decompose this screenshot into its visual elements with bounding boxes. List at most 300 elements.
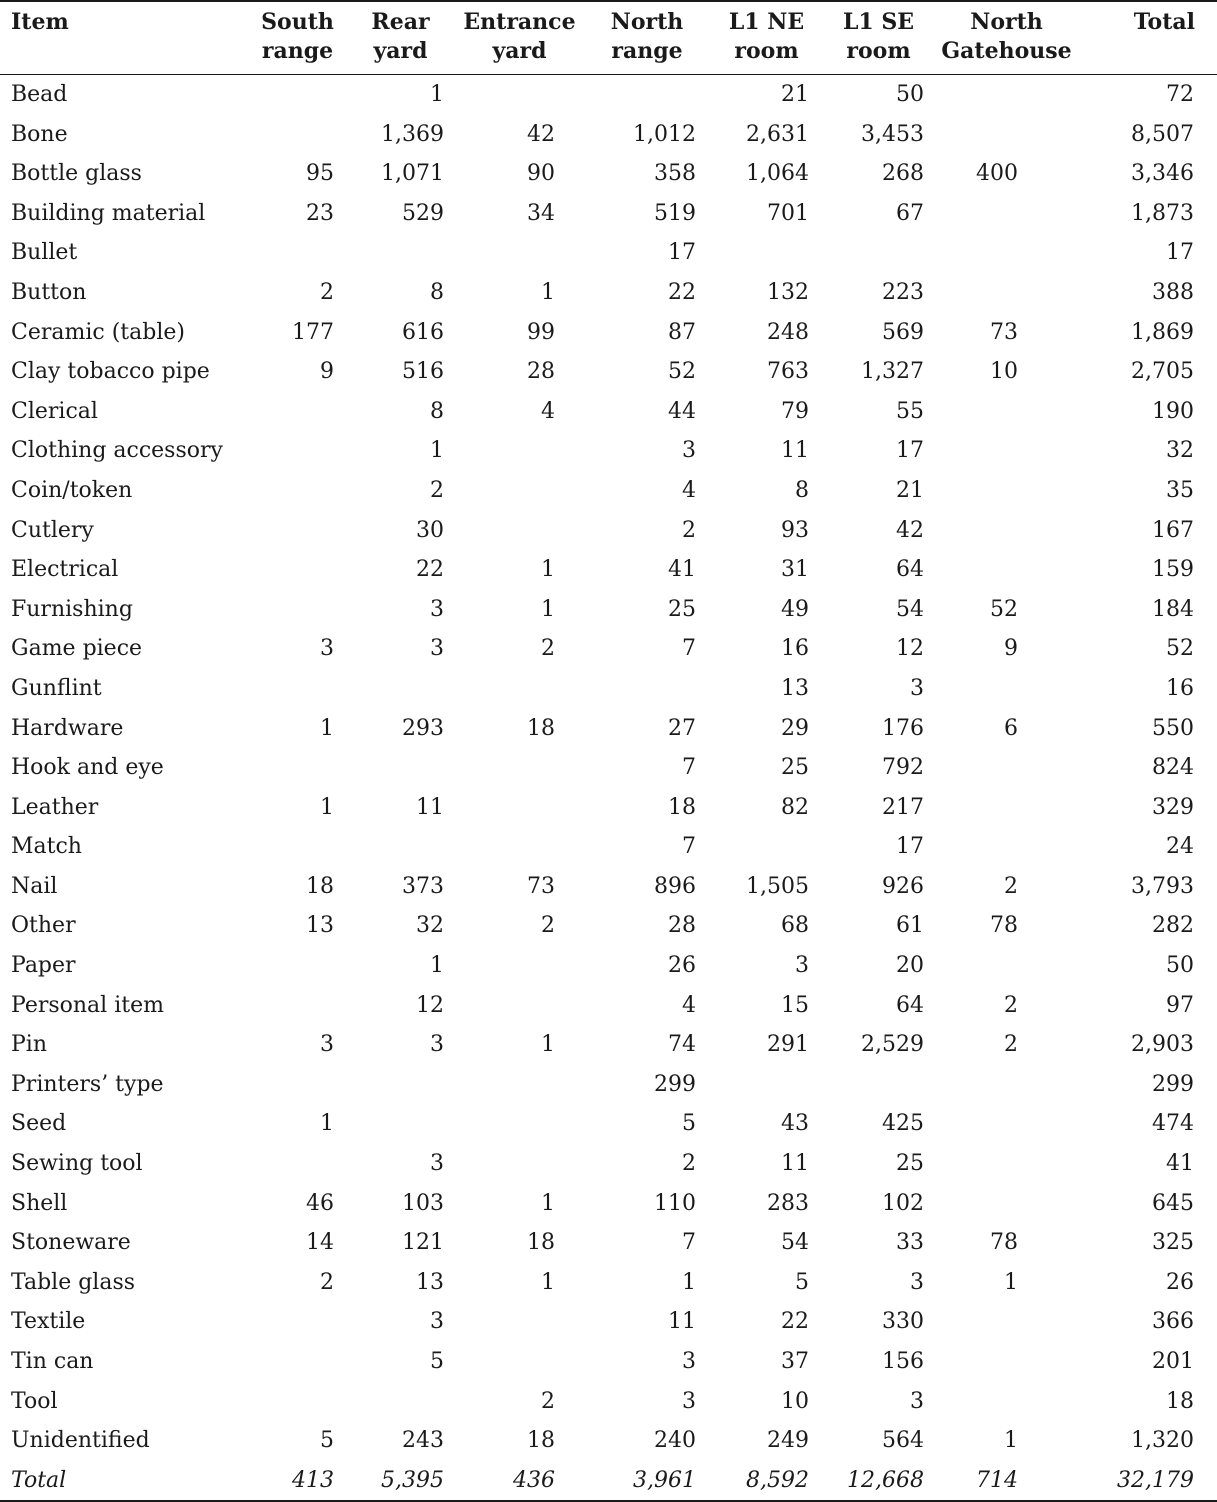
- north-range-cell: 17: [668, 240, 696, 266]
- total-cell: 388: [1152, 279, 1194, 305]
- total-cell: 645: [1152, 1190, 1194, 1216]
- total-cell: 329: [1152, 794, 1194, 820]
- item-name-cell: Electrical: [11, 557, 119, 583]
- l1-se-room-cell: 330: [882, 1309, 924, 1335]
- total-cell: 52: [1166, 636, 1194, 662]
- total-cell: 282: [1152, 913, 1194, 939]
- south-range-cell: [250, 1382, 345, 1422]
- l1-ne-room-cell: 1,505: [746, 873, 809, 899]
- south-range-cell: [250, 392, 345, 432]
- l1-ne-room-cell: 49: [781, 596, 809, 622]
- entrance-yard-cell: [456, 75, 583, 115]
- l1-ne-room-cell: 22: [781, 1309, 809, 1335]
- l1-se-room-cell: [822, 233, 935, 273]
- table-row: [0, 1421, 1217, 1461]
- table-row: [0, 1104, 1217, 1144]
- rear-yard-cell: 32: [416, 913, 444, 939]
- rear-yard-cell: [345, 748, 456, 788]
- entrance-yard-cell: 1: [541, 1269, 555, 1295]
- north-range-cell: [583, 75, 711, 115]
- south-range-cell: 3: [320, 636, 334, 662]
- south-range-cell: [250, 1342, 345, 1382]
- total-cell: 325: [1152, 1230, 1194, 1256]
- item-name-cell: Hook and eye: [11, 755, 164, 781]
- south-range-cell: 5: [320, 1428, 334, 1454]
- north-gatehouse-cell: [935, 1104, 1078, 1144]
- north-range-cell: 25: [668, 596, 696, 622]
- rear-yard-cell: 13: [416, 1269, 444, 1295]
- rear-yard-cell: [345, 827, 456, 867]
- item-name-cell: Button: [11, 279, 87, 305]
- l1-se-room-cell: 3: [910, 1269, 924, 1295]
- l1-se-room-cell: 792: [882, 755, 924, 781]
- north-range-cell: 2: [682, 1151, 696, 1177]
- rear-yard-cell: 1: [430, 438, 444, 464]
- total-cell: 8,507: [1131, 121, 1194, 147]
- north-gatehouse-cell: [935, 233, 1078, 273]
- rear-yard-cell: 3: [430, 1151, 444, 1177]
- total-cell: 167: [1152, 517, 1194, 543]
- item-name-cell: Other: [11, 913, 76, 939]
- l1-se-room-cell: 425: [882, 1111, 924, 1137]
- north-range-cell: [583, 669, 711, 709]
- item-name-cell: Building material: [11, 200, 206, 226]
- l1-ne-room-cell: 283: [767, 1190, 809, 1216]
- l1-se-room-cell: 2,529: [861, 1032, 924, 1058]
- rear-yard-cell: 616: [402, 319, 444, 345]
- l1-se-room-cell: 61: [896, 913, 924, 939]
- north-range-cell: 7: [682, 834, 696, 860]
- total-row: [0, 1461, 1217, 1502]
- total-north-range-cell: 3,961: [633, 1467, 696, 1493]
- north-gatehouse-cell: [935, 1382, 1078, 1422]
- entrance-yard-cell: [456, 946, 583, 986]
- north-range-cell: 4: [682, 477, 696, 503]
- l1-ne-room-cell: 763: [767, 359, 809, 385]
- l1-se-room-cell: 569: [882, 319, 924, 345]
- rear-yard-cell: 11: [416, 794, 444, 820]
- item-name-cell: Gunflint: [11, 675, 102, 701]
- south-range-cell: [250, 75, 345, 115]
- south-range-cell: [250, 550, 345, 590]
- total-entrance-yard-cell: 436: [513, 1467, 555, 1493]
- north-range-cell: 7: [682, 636, 696, 662]
- rear-yard-cell: 1,369: [381, 121, 444, 147]
- north-range-cell: 18: [668, 794, 696, 820]
- north-gatehouse-cell: [935, 827, 1078, 867]
- column-header-l1-ne-room: L1 NE room: [728, 9, 805, 64]
- table-row: [0, 669, 1217, 709]
- column-header-l1-se-room: L1 SE room: [842, 9, 915, 64]
- north-gatehouse-cell: [935, 946, 1078, 986]
- l1-se-room-cell: 33: [896, 1230, 924, 1256]
- l1-ne-room-cell: [711, 1065, 822, 1105]
- south-range-cell: 3: [320, 1032, 334, 1058]
- l1-se-room-cell: 217: [882, 794, 924, 820]
- total-l1-ne-room-cell: 8,592: [746, 1467, 809, 1493]
- north-range-cell: 110: [654, 1190, 696, 1216]
- entrance-yard-cell: [456, 1104, 583, 1144]
- l1-se-room-cell: 21: [896, 477, 924, 503]
- total-cell: 50: [1166, 953, 1194, 979]
- item-name-cell: Table glass: [11, 1269, 136, 1295]
- item-name-cell: Printers’ type: [11, 1071, 164, 1097]
- table-row: [0, 471, 1217, 511]
- rear-yard-cell: 1: [430, 953, 444, 979]
- column-header-item: Item: [11, 9, 69, 35]
- rear-yard-cell: 529: [402, 200, 444, 226]
- north-gatehouse-cell: [935, 1065, 1078, 1105]
- north-gatehouse-cell: [935, 1144, 1078, 1184]
- table-row: [0, 748, 1217, 788]
- item-name-cell: Unidentified: [11, 1428, 150, 1454]
- l1-se-room-cell: 3: [910, 675, 924, 701]
- north-gatehouse-cell: 1: [1004, 1428, 1018, 1454]
- south-range-cell: [250, 233, 345, 273]
- rear-yard-cell: [345, 1104, 456, 1144]
- entrance-yard-cell: 90: [527, 161, 555, 187]
- total-cell: 16: [1166, 675, 1194, 701]
- south-range-cell: 14: [306, 1230, 334, 1256]
- table-row: [0, 1025, 1217, 1065]
- column-header-rear-yard: Rear yard: [371, 9, 430, 64]
- item-name-cell: Game piece: [11, 636, 143, 662]
- l1-se-room-cell: 926: [882, 873, 924, 899]
- north-range-cell: 5: [682, 1111, 696, 1137]
- l1-se-room-cell: 1,327: [861, 359, 924, 385]
- north-gatehouse-cell: 9: [1004, 636, 1018, 662]
- south-range-cell: [250, 827, 345, 867]
- north-gatehouse-cell: [935, 550, 1078, 590]
- entrance-yard-cell: 99: [527, 319, 555, 345]
- l1-se-room-cell: 223: [882, 279, 924, 305]
- l1-ne-room-cell: 5: [795, 1269, 809, 1295]
- l1-se-room-cell: 54: [896, 596, 924, 622]
- item-name-cell: Personal item: [11, 992, 164, 1018]
- rear-yard-cell: 22: [416, 557, 444, 583]
- south-range-cell: [250, 115, 345, 155]
- l1-ne-room-cell: 82: [781, 794, 809, 820]
- entrance-yard-cell: [456, 1302, 583, 1342]
- total-cell: 159: [1152, 557, 1194, 583]
- item-name-cell: Stoneware: [11, 1230, 131, 1256]
- l1-ne-room-cell: 3: [795, 953, 809, 979]
- rear-yard-cell: 3: [430, 1309, 444, 1335]
- north-gatehouse-cell: [935, 748, 1078, 788]
- item-name-cell: Ceramic (table): [11, 319, 185, 345]
- l1-ne-room-cell: 10: [781, 1388, 809, 1414]
- table-row: [0, 1065, 1217, 1105]
- north-range-cell: 22: [668, 279, 696, 305]
- entrance-yard-cell: [456, 511, 583, 551]
- north-gatehouse-cell: 78: [990, 913, 1018, 939]
- south-range-cell: 23: [306, 200, 334, 226]
- table-body: [0, 75, 1217, 1502]
- south-range-cell: 177: [292, 319, 334, 345]
- north-gatehouse-cell: [935, 511, 1078, 551]
- l1-ne-room-cell: 701: [767, 200, 809, 226]
- total-cell: 2,705: [1131, 359, 1194, 385]
- item-name-cell: Match: [11, 834, 82, 860]
- total-cell: 17: [1166, 240, 1194, 266]
- south-range-cell: [250, 431, 345, 471]
- l1-ne-room-cell: 8: [795, 477, 809, 503]
- total-cell: 550: [1152, 715, 1194, 741]
- north-range-cell: 2: [682, 517, 696, 543]
- south-range-cell: [250, 471, 345, 511]
- total-cell: 3,346: [1131, 161, 1194, 187]
- north-range-cell: 4: [682, 992, 696, 1018]
- l1-ne-room-cell: 79: [781, 398, 809, 424]
- rear-yard-cell: 243: [402, 1428, 444, 1454]
- north-gatehouse-cell: 1: [1004, 1269, 1018, 1295]
- north-gatehouse-cell: [935, 1342, 1078, 1382]
- north-range-cell: 7: [682, 1230, 696, 1256]
- north-gatehouse-cell: 6: [1004, 715, 1018, 741]
- l1-se-room-cell: 50: [896, 82, 924, 107]
- north-range-cell: 240: [654, 1428, 696, 1454]
- rear-yard-cell: 293: [402, 715, 444, 741]
- entrance-yard-cell: 2: [541, 636, 555, 662]
- entrance-yard-cell: [456, 986, 583, 1026]
- item-name-cell: Bullet: [11, 240, 78, 266]
- south-range-cell: [250, 1144, 345, 1184]
- north-gatehouse-cell: [935, 75, 1078, 115]
- entrance-yard-cell: 1: [541, 596, 555, 622]
- l1-se-room-cell: 268: [882, 161, 924, 187]
- total-cell: 3,793: [1131, 873, 1194, 899]
- column-header-north-gatehouse: North Gatehouse: [941, 9, 1072, 64]
- l1-se-room-cell: 64: [896, 557, 924, 583]
- total-l1-se-room-cell: 12,668: [847, 1467, 924, 1493]
- l1-se-room-cell: 564: [882, 1428, 924, 1454]
- column-header-south-range: South range: [261, 9, 334, 64]
- table-row: [0, 1263, 1217, 1303]
- l1-ne-room-cell: 291: [767, 1032, 809, 1058]
- l1-ne-room-cell: 54: [781, 1230, 809, 1256]
- entrance-yard-cell: 18: [527, 1428, 555, 1454]
- rear-yard-cell: [345, 1382, 456, 1422]
- north-range-cell: 519: [654, 200, 696, 226]
- total-cell: 299: [1152, 1071, 1194, 1097]
- north-range-cell: 27: [668, 715, 696, 741]
- north-range-cell: 44: [668, 398, 696, 424]
- entrance-yard-cell: [456, 1342, 583, 1382]
- table-row: [0, 233, 1217, 273]
- north-gatehouse-cell: [935, 431, 1078, 471]
- l1-ne-room-cell: 68: [781, 913, 809, 939]
- item-name-cell: Bottle glass: [11, 161, 142, 187]
- l1-se-room-cell: 156: [882, 1349, 924, 1374]
- l1-ne-room-cell: 25: [781, 755, 809, 781]
- north-gatehouse-cell: [935, 392, 1078, 432]
- table-row: [0, 392, 1217, 432]
- entrance-yard-cell: [456, 1144, 583, 1184]
- north-gatehouse-cell: 2: [1004, 1032, 1018, 1058]
- table-row: [0, 986, 1217, 1026]
- total-cell: 184: [1152, 596, 1194, 622]
- table-row: [0, 431, 1217, 471]
- l1-ne-room-cell: 31: [781, 557, 809, 583]
- item-name-cell: Cutlery: [11, 517, 94, 543]
- entrance-yard-cell: 2: [541, 1388, 555, 1414]
- entrance-yard-cell: 18: [527, 1230, 555, 1256]
- rear-yard-cell: 30: [416, 517, 444, 543]
- item-name-cell: Pin: [11, 1032, 48, 1058]
- total-cell: 41: [1166, 1151, 1194, 1177]
- table-row: [0, 1382, 1217, 1422]
- item-name-cell: Textile: [11, 1309, 86, 1335]
- table-row: [0, 1144, 1217, 1184]
- l1-se-room-cell: 25: [896, 1151, 924, 1177]
- table-row: [0, 709, 1217, 749]
- table-row: [0, 590, 1217, 630]
- table-row: [0, 313, 1217, 353]
- north-gatehouse-cell: 73: [990, 319, 1018, 345]
- l1-ne-room-cell: 11: [781, 438, 809, 464]
- north-range-cell: 896: [654, 873, 696, 899]
- item-name-cell: Paper: [11, 953, 76, 979]
- table-row: [0, 906, 1217, 946]
- item-name-cell: Nail: [11, 873, 58, 899]
- south-range-cell: [250, 590, 345, 630]
- entrance-yard-cell: 28: [527, 359, 555, 385]
- l1-se-room-cell: 12: [896, 636, 924, 662]
- entrance-yard-cell: [456, 788, 583, 828]
- total-cell: 32: [1166, 438, 1194, 464]
- l1-se-room-cell: 17: [896, 438, 924, 464]
- rear-yard-cell: 12: [416, 992, 444, 1018]
- item-name-cell: Sewing tool: [11, 1151, 143, 1177]
- table-row: [0, 75, 1217, 115]
- total-cell: 2,903: [1131, 1032, 1194, 1058]
- rear-yard-cell: 8: [430, 398, 444, 424]
- entrance-yard-cell: 42: [527, 121, 555, 147]
- table-row: [0, 629, 1217, 669]
- l1-ne-room-cell: [711, 233, 822, 273]
- total-cell: 366: [1152, 1309, 1194, 1335]
- north-range-cell: 1: [682, 1269, 696, 1295]
- entrance-yard-cell: [456, 827, 583, 867]
- north-range-cell: 74: [668, 1032, 696, 1058]
- entrance-yard-cell: 1: [541, 557, 555, 583]
- item-name-cell: Furnishing: [11, 596, 133, 622]
- l1-ne-room-cell: 29: [781, 715, 809, 741]
- total-cell: 72: [1166, 82, 1194, 107]
- south-range-cell: 46: [306, 1190, 334, 1216]
- item-name-cell: Clay tobacco pipe: [11, 359, 210, 385]
- l1-ne-room-cell: 93: [781, 517, 809, 543]
- rear-yard-cell: [345, 1065, 456, 1105]
- l1-se-room-cell: 42: [896, 517, 924, 543]
- total-cell: 1,869: [1131, 319, 1194, 345]
- south-range-cell: 1: [320, 794, 334, 820]
- entrance-yard-cell: 34: [527, 200, 555, 226]
- total-cell: 474: [1152, 1111, 1194, 1137]
- table-row: [0, 1223, 1217, 1263]
- table-row: [0, 194, 1217, 234]
- l1-ne-room-cell: [711, 827, 822, 867]
- north-range-cell: 1,012: [633, 121, 696, 147]
- total-north-gatehouse-cell: 714: [976, 1467, 1018, 1493]
- rear-yard-cell: 3: [430, 596, 444, 622]
- south-range-cell: [250, 1302, 345, 1342]
- north-range-cell: 358: [654, 161, 696, 187]
- rear-yard-cell: 121: [402, 1230, 444, 1256]
- l1-se-room-cell: 64: [896, 992, 924, 1018]
- column-header-total: Total: [1133, 9, 1195, 35]
- south-range-cell: [250, 946, 345, 986]
- l1-ne-room-cell: 249: [767, 1428, 809, 1454]
- total-total-cell: 32,179: [1117, 1467, 1194, 1493]
- entrance-yard-cell: [456, 669, 583, 709]
- entrance-yard-cell: [456, 748, 583, 788]
- total-cell: 97: [1166, 992, 1194, 1018]
- table-row: [0, 1342, 1217, 1382]
- entrance-yard-cell: [456, 471, 583, 511]
- north-gatehouse-cell: [935, 1302, 1078, 1342]
- south-range-cell: [250, 748, 345, 788]
- l1-se-room-cell: 3: [910, 1388, 924, 1414]
- north-range-cell: 299: [654, 1071, 696, 1097]
- north-gatehouse-cell: 10: [990, 359, 1018, 385]
- north-gatehouse-cell: [935, 669, 1078, 709]
- table-row: [0, 273, 1217, 313]
- table-row: [0, 511, 1217, 551]
- south-range-cell: 2: [320, 1269, 334, 1295]
- north-gatehouse-cell: [935, 471, 1078, 511]
- south-range-cell: [250, 1065, 345, 1105]
- north-range-cell: 3: [682, 1388, 696, 1414]
- north-range-cell: 28: [668, 913, 696, 939]
- entrance-yard-cell: 1: [541, 1190, 555, 1216]
- north-range-cell: 3: [682, 1349, 696, 1374]
- l1-ne-room-cell: 132: [767, 279, 809, 305]
- total-cell: 1,873: [1131, 200, 1194, 226]
- l1-se-room-cell: 20: [896, 953, 924, 979]
- item-name-cell: Tin can: [11, 1349, 94, 1374]
- header-row: [0, 1, 1217, 75]
- table-row: [0, 550, 1217, 590]
- rear-yard-cell: 5: [430, 1349, 444, 1374]
- total-cell: 824: [1152, 755, 1194, 781]
- south-range-cell: 2: [320, 279, 334, 305]
- table-row: [0, 352, 1217, 392]
- entrance-yard-cell: 1: [541, 1032, 555, 1058]
- item-name-cell: Hardware: [11, 715, 124, 741]
- entrance-yard-cell: [456, 431, 583, 471]
- table-row: [0, 788, 1217, 828]
- l1-ne-room-cell: 13: [781, 675, 809, 701]
- north-gatehouse-cell: 78: [990, 1230, 1018, 1256]
- table-row: [0, 1302, 1217, 1342]
- column-header-north-range: North range: [610, 9, 684, 64]
- l1-se-room-cell: 176: [882, 715, 924, 741]
- table-row: [0, 867, 1217, 907]
- l1-ne-room-cell: 37: [781, 1349, 809, 1374]
- south-range-cell: 1: [320, 715, 334, 741]
- rear-yard-cell: 1,071: [381, 161, 444, 187]
- total-cell: 24: [1166, 834, 1194, 860]
- item-name-cell: Bone: [11, 121, 68, 147]
- entrance-yard-cell: 4: [541, 398, 555, 424]
- total-cell: 26: [1166, 1269, 1194, 1295]
- south-range-cell: 18: [306, 873, 334, 899]
- total-cell: 1,320: [1131, 1428, 1194, 1454]
- total-cell: 201: [1152, 1349, 1194, 1374]
- l1-ne-room-cell: 15: [781, 992, 809, 1018]
- north-range-cell: 52: [668, 359, 696, 385]
